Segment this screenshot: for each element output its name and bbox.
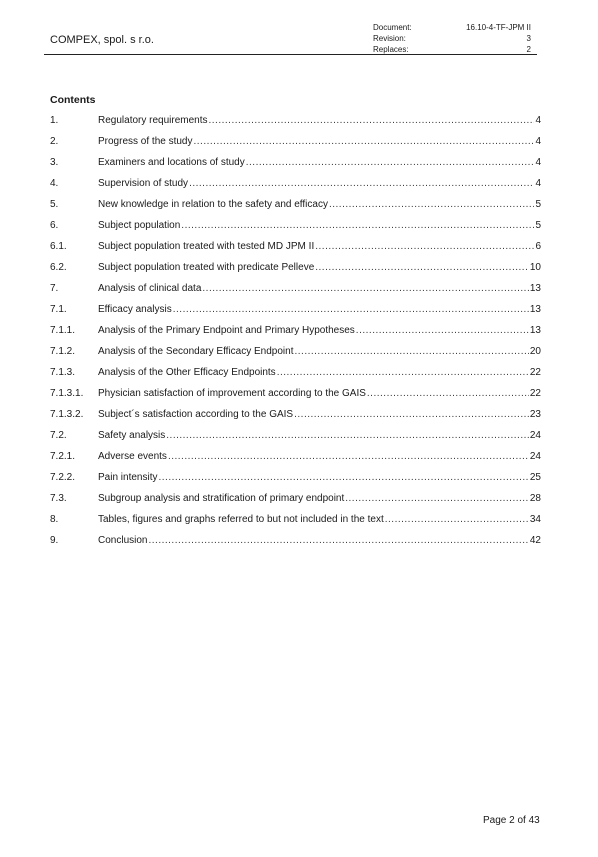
toc-entry-title: Tables, figures and graphs referred to but not included in the text (98, 514, 384, 525)
toc-dot-leader (329, 198, 534, 212)
toc-entry[interactable] (50, 156, 541, 177)
toc-entry[interactable] (50, 492, 541, 513)
toc-dot-leader (148, 534, 528, 548)
toc-entry-page: 4 (535, 157, 541, 168)
toc-entry-number: 2. (50, 136, 59, 147)
toc-dot-leader (168, 450, 529, 464)
toc-dot-leader (181, 219, 534, 233)
toc-entry-page: 6 (535, 241, 541, 252)
toc-entry[interactable] (50, 429, 541, 450)
document-label: Document: (373, 23, 412, 32)
table-of-contents (50, 114, 541, 555)
toc-dot-leader (189, 177, 534, 191)
toc-entry-page: 4 (535, 178, 541, 189)
toc-dot-leader (367, 387, 529, 401)
toc-entry-title: Analysis of clinical data (98, 283, 202, 294)
toc-entry[interactable] (50, 471, 541, 492)
toc-entry-number: 8. (50, 514, 59, 525)
toc-entry-number: 7.3. (50, 493, 67, 504)
toc-entry-page: 24 (529, 430, 541, 441)
document-meta (373, 22, 531, 55)
replaces-label: Replaces: (373, 45, 409, 54)
toc-entry-number: 9. (50, 535, 59, 546)
toc-entry-number: 7.1.3.2. (50, 409, 84, 420)
toc-dot-leader (202, 282, 528, 296)
toc-entry[interactable] (50, 408, 541, 429)
toc-entry-number: 4. (50, 178, 59, 189)
toc-entry-page: 42 (529, 535, 541, 546)
toc-entry-page: 25 (529, 472, 541, 483)
toc-entry[interactable] (50, 345, 541, 366)
toc-entry[interactable] (50, 114, 541, 135)
toc-entry-page: 13 (529, 283, 541, 294)
toc-entry-page: 24 (529, 451, 541, 462)
toc-entry-title: Subgroup analysis and stratification of primary endpoint (98, 493, 345, 504)
toc-dot-leader (356, 324, 529, 338)
toc-dot-leader (315, 261, 529, 275)
toc-entry-page: 10 (529, 262, 541, 273)
toc-entry-page: 4 (535, 115, 541, 126)
toc-entry[interactable] (50, 282, 541, 303)
toc-entry-number: 7.1.3.1. (50, 388, 84, 399)
toc-entry-page: 22 (529, 388, 541, 399)
toc-entry[interactable] (50, 324, 541, 345)
revision-label: Revision: (373, 34, 406, 43)
toc-dot-leader (277, 366, 529, 380)
toc-entry-page: 5 (535, 220, 541, 231)
toc-entry-title: Subject population treated with predicate Pelleve (98, 262, 315, 273)
toc-entry[interactable] (50, 450, 541, 471)
toc-entry[interactable] (50, 534, 541, 555)
toc-entry-number: 7.2.2. (50, 472, 76, 483)
toc-entry-title: Analysis of the Secondary Efficacy Endpoint (98, 346, 294, 357)
toc-dot-leader (345, 492, 529, 506)
toc-dot-leader (385, 513, 529, 527)
toc-entry[interactable] (50, 135, 541, 156)
toc-entry[interactable] (50, 240, 541, 261)
toc-entry-page: 23 (529, 409, 541, 420)
toc-entry-title: Conclusion (98, 535, 148, 546)
toc-dot-leader (294, 345, 528, 359)
toc-entry-number: 6. (50, 220, 59, 231)
toc-entry-number: 7. (50, 283, 59, 294)
toc-entry-page: 28 (529, 493, 541, 504)
toc-dot-leader (166, 429, 529, 443)
toc-entry-page: 13 (529, 304, 541, 315)
toc-entry-title: Supervision of study (98, 178, 189, 189)
toc-entry-number: 1. (50, 115, 59, 126)
toc-entry[interactable] (50, 387, 541, 408)
toc-entry[interactable] (50, 513, 541, 534)
toc-entry-number: 7.1. (50, 304, 67, 315)
toc-entry-title: Subject population treated with tested MD JPM II (98, 241, 315, 252)
toc-entry-title: Adverse events (98, 451, 167, 462)
toc-entry-page: 5 (535, 199, 541, 210)
toc-entry-title: Regulatory requirements (98, 115, 208, 126)
toc-dot-leader (209, 114, 535, 128)
toc-entry-title: Progress of the study (98, 136, 193, 147)
toc-entry[interactable] (50, 261, 541, 282)
toc-entry-title: Physician satisfaction of improvement according to the GAIS (98, 388, 366, 399)
toc-entry-number: 7.1.2. (50, 346, 76, 357)
toc-entry-title: New knowledge in relation to the safety and efficacy (98, 199, 328, 210)
toc-dot-leader (194, 135, 535, 149)
toc-entry-number: 5. (50, 199, 59, 210)
toc-entry-title: Safety analysis (98, 430, 166, 441)
toc-entry[interactable] (50, 303, 541, 324)
toc-entry-page: 34 (529, 514, 541, 525)
toc-entry-number: 7.2.1. (50, 451, 76, 462)
toc-dot-leader (315, 240, 534, 254)
toc-entry-page: 22 (529, 367, 541, 378)
toc-entry-page: 4 (535, 136, 541, 147)
toc-entry-title: Analysis of the Other Efficacy Endpoints (98, 367, 276, 378)
page-number: Page 2 of 43 (483, 815, 540, 826)
toc-dot-leader (158, 471, 528, 485)
header-divider (44, 54, 537, 55)
toc-entry-number: 6.2. (50, 262, 67, 273)
replaces-value: 2 (526, 45, 531, 54)
toc-entry[interactable] (50, 198, 541, 219)
toc-dot-leader (173, 303, 529, 317)
toc-entry-title: Efficacy analysis (98, 304, 172, 315)
toc-entry-number: 7.1.1. (50, 325, 76, 336)
toc-entry-number: 7.2. (50, 430, 67, 441)
toc-entry-number: 6.1. (50, 241, 67, 252)
toc-entry[interactable] (50, 219, 541, 240)
toc-entry-title: Subject´s satisfaction according to the GAIS (98, 409, 294, 420)
company-name: COMPEX, spol. s r.o. (50, 34, 154, 46)
toc-entry-number: 3. (50, 157, 59, 168)
toc-entry-title: Pain intensity (98, 472, 158, 483)
toc-entry-title: Analysis of the Primary Endpoint and Primary Hypotheses (98, 325, 355, 336)
document-row (373, 22, 531, 33)
toc-entry[interactable] (50, 177, 541, 198)
toc-entry[interactable] (50, 366, 541, 387)
toc-entry-title: Subject population (98, 220, 181, 231)
toc-entry-page: 20 (529, 346, 541, 357)
revision-value: 3 (526, 34, 531, 43)
revision-row (373, 33, 531, 44)
toc-entry-page: 13 (529, 325, 541, 336)
toc-dot-leader (294, 408, 529, 422)
toc-entry-number: 7.1.3. (50, 367, 76, 378)
toc-dot-leader (246, 156, 535, 170)
document-value: 16.10-4-TF-JPM II (466, 23, 531, 32)
toc-entry-title: Examiners and locations of study (98, 157, 245, 168)
toc-title: Contents (50, 94, 96, 106)
